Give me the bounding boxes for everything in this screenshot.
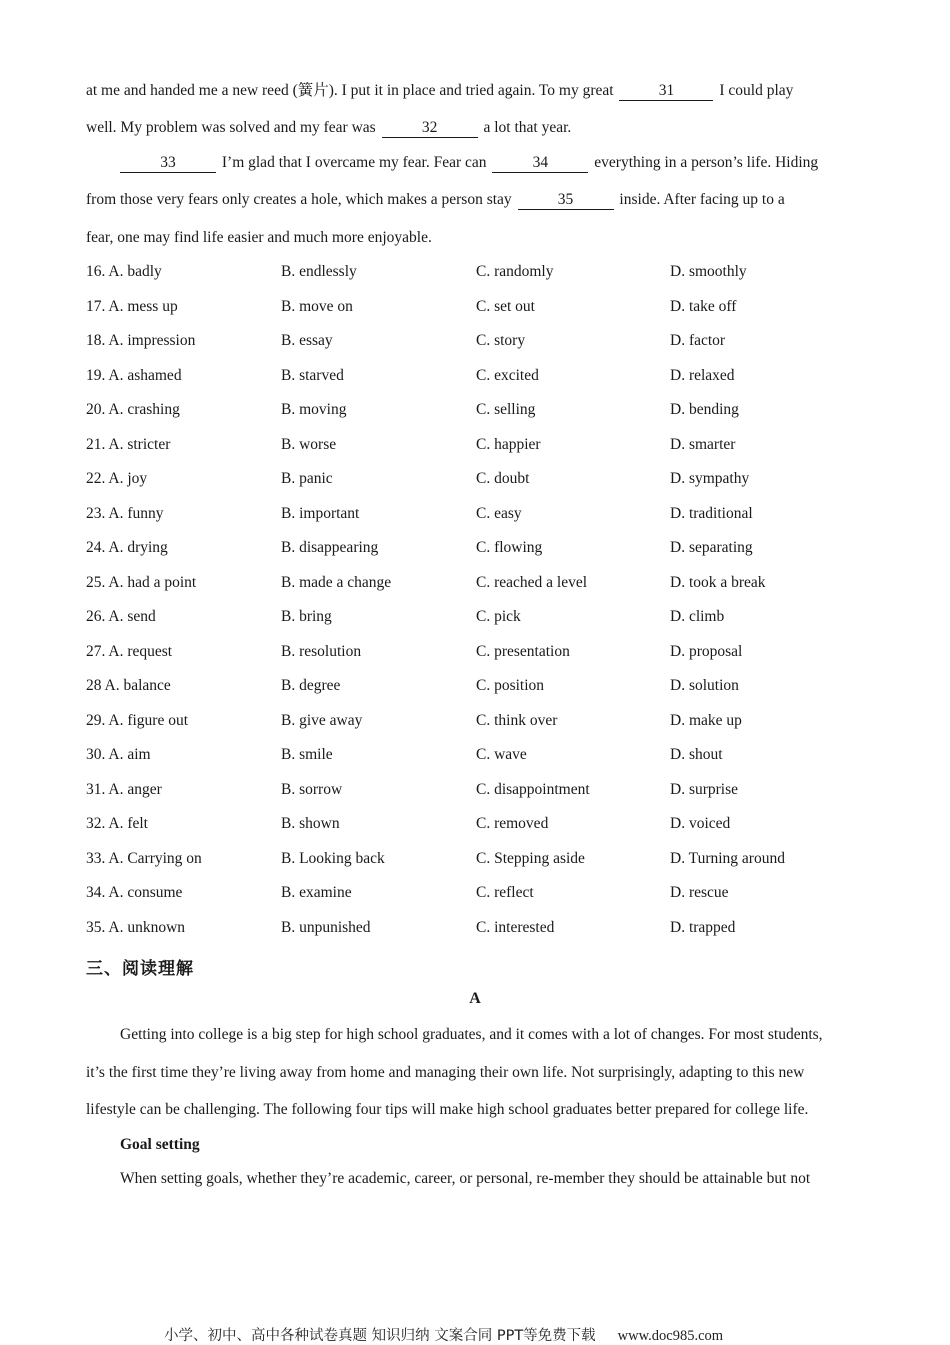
option-d: D. make up — [670, 711, 742, 729]
option-a: 26. A. send — [86, 608, 156, 625]
option-row — [86, 918, 886, 953]
option-row — [86, 262, 886, 297]
option-a: 35. A. unknown — [86, 918, 186, 936]
option-a: 25. A. had a point — [86, 573, 197, 591]
option-c: C. randomly — [476, 263, 554, 280]
option-a: 31. A. anger — [86, 780, 162, 798]
option-d: D. trapped — [670, 918, 736, 936]
option-b: B. disappearing — [281, 539, 379, 556]
options-grid — [86, 262, 886, 952]
passage-line-1 — [86, 81, 793, 101]
option-b: B. smile — [281, 746, 333, 763]
option-d: D. climb — [670, 608, 725, 625]
option-a: 18. A. impression — [86, 332, 196, 349]
blank-33: 33 — [120, 155, 216, 173]
text: from those very fears only creates a hole, which makes a person stay — [86, 191, 516, 208]
option-row — [86, 780, 886, 815]
option-c: C. happier — [476, 435, 541, 453]
passage-line-5 — [86, 228, 432, 248]
option-row — [86, 745, 886, 780]
passage-a-line-3: lifestyle can be challenging. The following four tips will make high school graduates better prepared for college life. — [86, 1101, 809, 1118]
option-row — [86, 469, 886, 504]
passage-line-2 — [86, 118, 571, 138]
option-d: D. proposal — [670, 642, 743, 660]
option-b: B. resolution — [281, 642, 362, 660]
option-row — [86, 297, 886, 332]
footer-text: 小学、初中、高中各种试卷真题 知识归纳 文案合同 PPT等免费下载 — [164, 1328, 596, 1344]
option-b: B. panic — [281, 470, 333, 487]
text: I’m glad that I overcame my fear. Fear can — [218, 154, 491, 171]
option-b: B. moving — [281, 401, 347, 418]
option-row — [86, 504, 886, 539]
option-a: 21. A. stricter — [86, 435, 171, 453]
blank-35: 35 — [518, 192, 614, 210]
option-c: C. excited — [476, 366, 539, 384]
option-a: 22. A. joy — [86, 470, 148, 487]
option-c: C. interested — [476, 918, 555, 936]
option-b: B. important — [281, 504, 360, 522]
subhead-goal-setting: Goal setting — [120, 1136, 200, 1153]
footer — [164, 1324, 723, 1345]
option-c: C. easy — [476, 504, 522, 522]
option-d: D. smarter — [670, 435, 736, 453]
option-d: D. shout — [670, 746, 723, 763]
option-c: C. position — [476, 677, 545, 694]
option-b: B. give away — [281, 711, 363, 729]
option-c: C. presentation — [476, 642, 570, 660]
passage-line-4 — [86, 190, 785, 210]
option-d: D. rescue — [670, 884, 729, 901]
section-title: 三、阅读理解 — [86, 959, 194, 979]
option-d: D. Turning around — [670, 849, 785, 867]
option-a: 28 A. balance — [86, 677, 171, 694]
option-c: C. reached a level — [476, 573, 588, 591]
option-c: C. reflect — [476, 884, 534, 901]
option-d: D. sympathy — [670, 470, 750, 487]
option-a: 33. A. Carrying on — [86, 849, 202, 867]
option-c: C. disappointment — [476, 780, 590, 798]
option-row — [86, 883, 886, 918]
option-b: B. made a change — [281, 573, 392, 591]
blank-31: 31 — [619, 83, 713, 101]
option-d: D. smoothly — [670, 263, 747, 280]
option-a: 23. A. funny — [86, 504, 164, 522]
option-a: 34. A. consume — [86, 884, 183, 901]
option-b: B. bring — [281, 608, 332, 625]
option-row — [86, 642, 886, 677]
option-d: D. voiced — [670, 815, 731, 832]
option-b: B. unpunished — [281, 918, 371, 936]
option-b: B. move on — [281, 297, 353, 315]
option-row — [86, 538, 886, 573]
option-a: 27. A. request — [86, 642, 173, 660]
option-b: B. Looking back — [281, 849, 385, 867]
blank-34: 34 — [492, 155, 588, 173]
option-row — [86, 331, 886, 366]
option-b: B. worse — [281, 435, 337, 453]
option-b: B. endlessly — [281, 263, 357, 280]
option-row — [86, 814, 886, 849]
option-row — [86, 400, 886, 435]
option-c: C. Stepping aside — [476, 849, 585, 867]
option-a: 30. A. aim — [86, 746, 151, 763]
option-b: B. sorrow — [281, 780, 343, 798]
blank-32: 32 — [382, 120, 478, 138]
option-b: B. essay — [281, 332, 333, 349]
option-c: C. pick — [476, 608, 521, 625]
option-d: D. traditional — [670, 504, 753, 522]
option-b: B. starved — [281, 366, 344, 384]
text: well. My problem was solved and my fear was — [86, 119, 380, 136]
option-a: 17. A. mess up — [86, 297, 178, 315]
passage-title: A — [469, 990, 481, 1007]
option-d: D. bending — [670, 401, 739, 418]
option-d: D. relaxed — [670, 366, 735, 384]
option-a: 16. A. badly — [86, 263, 162, 280]
footer-url[interactable]: www.doc985.com — [617, 1328, 724, 1344]
passage-a-line-4: When setting goals, whether they’re academic, career, or personal, re-member they should be attainable but not — [120, 1170, 811, 1187]
option-b: B. shown — [281, 815, 340, 832]
option-a: 32. A. felt — [86, 815, 148, 832]
option-row — [86, 366, 886, 401]
text: I could play — [715, 82, 794, 99]
option-d: D. take off — [670, 297, 737, 315]
option-a: 20. A. crashing — [86, 401, 180, 418]
option-c: C. wave — [476, 746, 527, 763]
option-b: B. degree — [281, 677, 341, 694]
option-row — [86, 711, 886, 746]
option-c: C. removed — [476, 815, 549, 832]
option-d: D. factor — [670, 332, 726, 349]
option-c: C. think over — [476, 711, 558, 729]
option-c: C. flowing — [476, 539, 543, 556]
passage-a-line-2: it’s the first time they’re living away from home and managing their own life. Not surprisingly, adapting to this new — [86, 1064, 805, 1081]
option-c: C. set out — [476, 297, 535, 315]
option-row — [86, 849, 886, 884]
text: a lot that year. — [479, 119, 572, 136]
option-a: 29. A. figure out — [86, 711, 189, 729]
text: everything in a person’s life. Hiding — [590, 154, 819, 171]
option-a: 19. A. ashamed — [86, 366, 182, 384]
option-d: D. solution — [670, 677, 739, 694]
option-row — [86, 435, 886, 470]
option-row — [86, 676, 886, 711]
option-c: C. selling — [476, 401, 536, 418]
option-d: D. separating — [670, 539, 753, 556]
passage-line-3 — [120, 153, 818, 173]
option-c: C. story — [476, 332, 526, 349]
option-a: 24. A. drying — [86, 539, 168, 556]
text: fear, one may find life easier and much more enjoyable. — [86, 229, 432, 246]
option-d: D. took a break — [670, 573, 766, 591]
text: inside. After facing up to a — [615, 191, 785, 208]
text: at me and handed me a new reed (簧片). I put it in place and tried again. To my great — [86, 82, 618, 99]
option-row — [86, 573, 886, 608]
option-c: C. doubt — [476, 470, 530, 487]
option-b: B. examine — [281, 884, 352, 901]
option-d: D. surprise — [670, 780, 739, 798]
passage-a-line-1: Getting into college is a big step for high school graduates, and it comes with a lot of changes. For most students, — [120, 1026, 823, 1043]
option-row — [86, 607, 886, 642]
